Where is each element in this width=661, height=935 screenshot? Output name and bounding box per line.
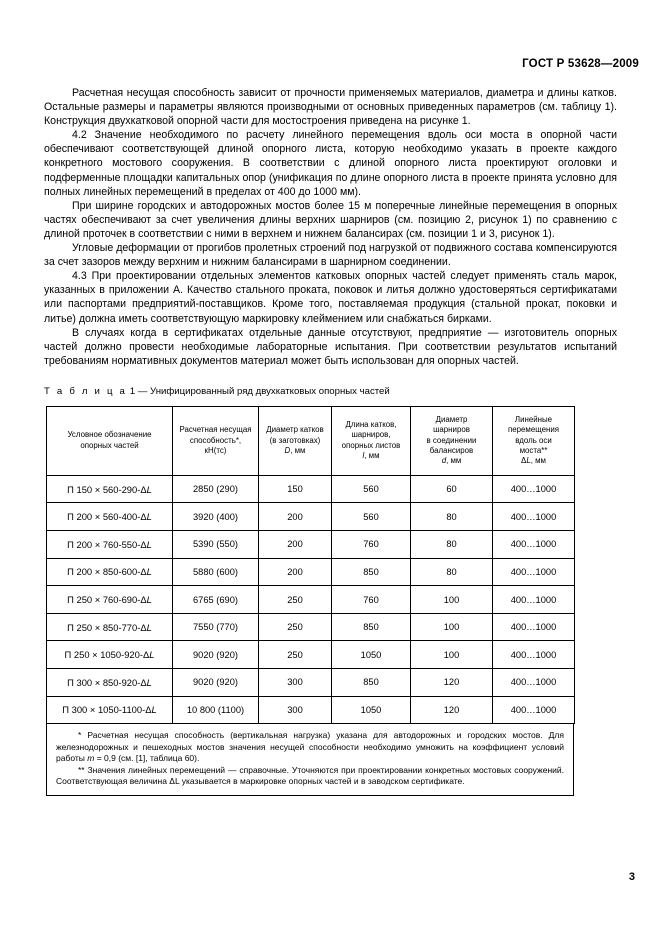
cell-load-capacity: 9020 (920) [173,641,259,669]
header-line: D, мм [284,446,306,456]
cell-length: 560 [332,475,411,503]
cell-load-capacity: 5880 (600) [173,558,259,586]
cell-linear-displacement: 400…1000 [493,531,575,559]
header-line: Диаметр [435,414,468,424]
table-header-row [47,406,575,475]
header-line: Длина катков, [345,420,397,430]
table-row [47,613,575,641]
cell-hinge-diameter: 80 [411,531,493,559]
cell-load-capacity: 10 800 (1100) [173,696,259,724]
footnote-load-capacity: * Расчетная несущая способность (вертикальная нагрузка) указана для автодорожных и городских мостов. Для железнодорожных и пешеходных мостов значения несущей способности необходимо умножить на коэффициент условий работы m = 0,9 (см. [1], таблица 60). [56,730,564,764]
cell-linear-displacement: 400…1000 [493,613,575,641]
table-row [47,475,575,503]
table-row [47,586,575,614]
column-header-length [332,406,411,475]
cell-hinge-diameter: 100 [411,613,493,641]
cell-roller-diameter: 300 [259,696,332,724]
cell-linear-displacement: 400…1000 [493,669,575,697]
cell-hinge-diameter: 100 [411,641,493,669]
cell-designation: П 250 × 760-690-ΔL [47,586,173,614]
cell-designation: П 200 × 850-600-ΔL [47,558,173,586]
header-line: балансиров [429,446,474,456]
cell-roller-diameter: 150 [259,475,332,503]
cell-hinge-diameter: 80 [411,558,493,586]
cell-roller-diameter: 200 [259,558,332,586]
header-line: Линейные [514,414,553,424]
column-header-load-capacity [173,406,259,475]
cell-length: 850 [332,613,411,641]
cell-roller-diameter: 250 [259,586,332,614]
cell-linear-displacement: 400…1000 [493,696,575,724]
cell-linear-displacement: 400…1000 [493,558,575,586]
table-caption-number: 1 [129,385,136,397]
header-line: Расчетная несущая [179,425,252,435]
table-row [47,641,575,669]
column-header-roller-diameter [259,406,332,475]
cell-load-capacity: 3920 (400) [173,503,259,531]
cell-roller-diameter: 250 [259,641,332,669]
body-paragraph: 4.3 При проектировании отдельных элементов катковых опорных частей следует применять сталь марок, указанных в приложении А. Качество стального проката, поковок и литья должно удостоверяться сертификатами или паспортами предприятий-поставщиков. Кроме того, поставляемая продукция (стальной прокат, поковки и литье) должна иметь соответствующую маркировку клеймением или снабжаться бирками. [44,270,617,325]
page-content [44,86,617,796]
cell-load-capacity: 5390 (550) [173,531,259,559]
header-line: d, мм [441,456,462,466]
column-header-linear-displacement [493,406,575,475]
cell-length: 760 [332,531,411,559]
header-line: в соединении [426,435,477,445]
header-line: шарниров, [351,430,391,440]
table-body [47,475,575,723]
unified-bearings-table [46,406,575,724]
cell-hinge-diameter: 120 [411,696,493,724]
cell-linear-displacement: 400…1000 [493,586,575,614]
header-line: опорных листов [341,440,401,450]
footnote-linear-displacement: ** Значения линейных перемещений — справочные. Уточняются при проектировании конкретных мостовых сооружений. Соответствующая величина ΔL указывается в маркировке опорных частей и в заводском сертификате. [56,764,564,787]
cell-load-capacity: 7550 (770) [173,613,259,641]
cell-linear-displacement: 400…1000 [493,475,575,503]
cell-length: 850 [332,558,411,586]
table-row [47,531,575,559]
cell-linear-displacement: 400…1000 [493,503,575,531]
table-row [47,558,575,586]
cell-roller-diameter: 200 [259,503,332,531]
cell-length: 760 [332,586,411,614]
header-line: вдоль оси [515,435,552,445]
header-line: Диаметр катков [266,425,324,435]
cell-designation: П 250 × 1050-920-ΔL [47,641,173,669]
cell-hinge-diameter: 120 [411,669,493,697]
table-row [47,503,575,531]
table-caption-title: Унифицированный ряд двухкатковых опорных частей [150,385,390,397]
table-caption-dash: — [137,385,148,397]
cell-designation: П 300 × 850-920-ΔL [47,669,173,697]
cell-designation: П 200 × 760-550-ΔL [47,531,173,559]
header-line: кН(тс) [204,446,227,456]
table-caption [44,385,617,399]
cell-roller-diameter: 250 [259,613,332,641]
cell-length: 560 [332,503,411,531]
header-line: способность*, [189,435,242,445]
cell-length: 1050 [332,696,411,724]
page-number: 3 [628,871,635,883]
header-line: моста** [519,446,548,456]
header-line: (в заготовках) [269,435,321,445]
header-line: Условное обозначение [67,430,152,440]
body-paragraph: Расчетная несущая способность зависит от прочности применяемых материалов, диаметра и длины катков. Остальные размеры и параметры являются производными от основных приведенных параметров (см. таблицу 1). Конструкция двухкатковой опорной части для мостостроения приведена на рисунке 1. [44,87,617,128]
column-header-hinge-diameter [411,406,493,475]
cell-hinge-diameter: 60 [411,475,493,503]
body-paragraph: В случаях когда в сертификатах отдельные данные отсутствуют, предприятие — изготовитель опорных частей должно провести необходимые лабораторные испытания. При соответствии результатов испытаний требованиям нормативных документов материал может быть использован для опорных частей. [44,326,617,367]
table-row [47,669,575,697]
cell-linear-displacement: 400…1000 [493,641,575,669]
table-caption-label: Т а б л и ц а [44,385,128,397]
body-paragraph: При ширине городских и автодорожных мостов более 15 м поперечные линейные перемещения в опорных частях обеспечивают за счет увеличения длины верхних шарниров (см. позицию 2, рисунок 1) по сравнению с длиной проточек в соответствии с ними в верхнем и нижнем балансирах (см. позиции 1 и 3, рисунок 1). [44,199,617,240]
cell-load-capacity: 9020 (920) [173,669,259,697]
header-line: l, мм [362,451,380,461]
header-line: шарниров [433,425,470,435]
cell-designation: П 150 × 560-290-ΔL [47,475,173,503]
column-header-designation [47,406,173,475]
cell-length: 850 [332,669,411,697]
cell-hinge-diameter: 80 [411,503,493,531]
standard-header: ГОСТ Р 53628—2009 [522,58,639,70]
header-line: опорных частей [80,440,139,450]
header-line: перемещения [507,425,560,435]
cell-designation: П 250 × 850-770-ΔL [47,613,173,641]
header-line: ΔL, мм [521,456,546,466]
cell-load-capacity: 6765 (690) [173,586,259,614]
cell-length: 1050 [332,641,411,669]
body-paragraph: 4.2 Значение необходимого по расчету линейного перемещения вдоль оси моста в опорной части обеспечивают соответствующей длиной опорного листа, которую необходимо указать в проекте каждого конкретного мостового сооружения. В соответствии с длиной опорного листа проектируют оголовки и подферменные площадки капитальных опор (унификация по длине опорного листа в проекте принята условно для полных линейных перемещений в пределах от 400 до 1000 мм). [44,129,617,198]
cell-load-capacity: 2850 (290) [173,475,259,503]
cell-roller-diameter: 300 [259,669,332,697]
body-paragraph: Угловые деформации от прогибов пролетных строений под нагрузкой от подвижного состава компенсируются за счет зазоров между верхним и нижним балансирами в шарнирном соединении. [44,242,617,269]
table-header-row-group [47,406,575,475]
table-row [47,696,575,724]
table-footnotes [46,724,574,796]
cell-roller-diameter: 200 [259,531,332,559]
cell-designation: П 300 × 1050-1100-ΔL [47,696,173,724]
cell-hinge-diameter: 100 [411,586,493,614]
cell-designation: П 200 × 560-400-ΔL [47,503,173,531]
